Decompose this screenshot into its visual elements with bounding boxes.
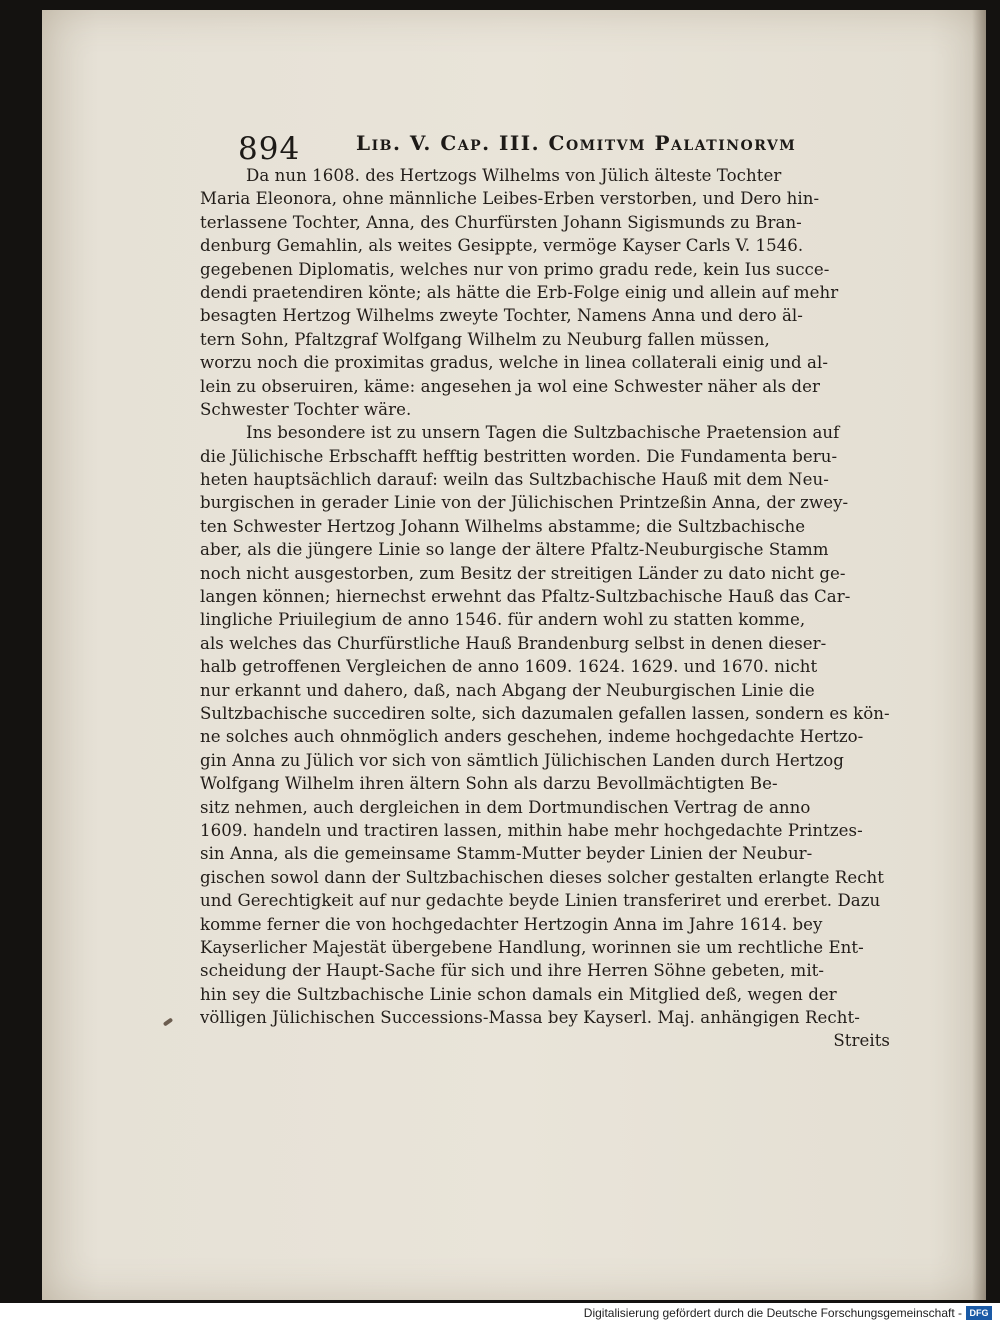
text-line: lingliche Priuilegium de anno 1546. für andern wohl zu statten komme, <box>200 610 806 630</box>
footer-bar <box>0 1303 1000 1323</box>
text-line: burgischen in gerader Linie von der Jülichischen Printzeßin Anna, der zwey- <box>200 493 849 513</box>
page-number: 894 <box>238 131 301 167</box>
text-line: terlassene Tochter, Anna, des Churfürsten Johann Sigismunds zu Bran- <box>200 212 802 232</box>
text-line: gischen sowol dann der Sultzbachischen dieses solcher gestalten erlangte Recht <box>200 867 885 887</box>
text-line: heten hauptsächlich darauf: weiln das Sultzbachische Hauß mit dem Neu- <box>200 470 829 490</box>
text-line: hin sey die Sultzbachische Linie schon damals ein Mitglied deß, wegen der <box>200 984 837 1004</box>
text-line: die Jülichische Erbschafft hefftig bestritten worden. Die Fundamenta beru- <box>200 446 838 466</box>
text-line: halb getroffenen Vergleichen de anno 1609. 1624. 1629. und 1670. nicht <box>200 657 818 677</box>
body-text <box>200 164 890 1053</box>
text-line: ten Schwester Hertzog Johann Wilhelms abstamme; die Sultzbachische <box>200 516 806 536</box>
text-line: Wolfgang Wilhelm ihren ältern Sohn als darzu Bevollmächtigten Be- <box>200 774 778 794</box>
text-line: denburg Gemahlin, als weites Gesippte, vermöge Kayser Carls V. 1546. <box>200 236 804 256</box>
text-line: besagten Hertzog Wilhelms zweyte Tochter, Namens Anna und dero äl- <box>200 306 803 326</box>
page-edge-shadow <box>972 10 986 1300</box>
text-line: gin Anna zu Jülich vor sich von sämtlich Jülichischen Landen durch Hertzog <box>200 750 844 770</box>
text-line: lein zu obseruiren, käme: angesehen ja wol eine Schwester näher als der <box>200 376 820 396</box>
text-line: Da nun 1608. des Hertzogs Wilhelms von Jülich älteste Tochter <box>246 166 782 185</box>
catchword: Streits <box>833 1031 890 1051</box>
text-line: als welches das Churfürstliche Hauß Brandenburg selbst in denen dieser- <box>200 633 827 653</box>
running-title: Lib. V. Cap. III. Comitvm Palatinorvm <box>356 131 797 155</box>
text-line: noch nicht ausgestorben, zum Besitz der streitigen Länder zu dato nicht ge- <box>200 563 846 583</box>
text-line: aber, als die jüngere Linie so lange der ältere Pfaltz-Neuburgische Stamm <box>200 540 829 560</box>
text-line: Schwester Tochter wäre. <box>200 399 412 419</box>
text-line: dendi praetendiren könte; als hätte die Erb-Folge einig und allein auf mehr <box>200 282 839 302</box>
text-line: Maria Eleonora, ohne männliche Leibes-Erben verstorben, und Dero hin- <box>200 189 820 209</box>
text-line: und Gerechtigkeit auf nur gedachte beyde Linien transferiret und ererbet. Dazu <box>200 891 881 911</box>
text-line: sitz nehmen, auch dergleichen in dem Dortmundischen Vertrag de anno <box>200 797 811 817</box>
text-line: scheidung der Haupt-Sache für sich und ihre Herren Söhne gebeten, mit- <box>200 961 825 981</box>
text-line: völligen Jülichischen Successions-Massa bey Kayserl. Maj. anhängigen Recht- <box>200 1008 860 1028</box>
text-line: Ins besondere ist zu unsern Tagen die Sultzbachische Praetension auf <box>246 423 840 443</box>
funding-credit[interactable]: Digitalisierung gefördert durch die Deutsche Forschungsgemeinschaft - <box>583 1306 962 1320</box>
text-line: langen können; hiernechst erwehnt das Pfaltz-Sultzbachische Hauß das Car- <box>200 587 851 607</box>
text-line: Kayserlicher Majestät übergebene Handlung, worinnen sie um rechtliche Ent- <box>200 937 864 957</box>
text-line: Sultzbachische succediren solte, sich dazumalen gefallen lassen, sondern es kön- <box>200 703 890 723</box>
text-line: sin Anna, als die gemeinsame Stamm-Mutter beyder Linien der Neubur- <box>200 844 813 864</box>
text-line: nur erkannt und dahero, daß, nach Abgang der Neuburgischen Linie die <box>200 680 815 700</box>
text-line: komme ferner die von hochgedachter Hertzogin Anna im Jahre 1614. bey <box>200 914 823 934</box>
text-line: worzu noch die proximitas gradus, welche in linea collaterali einig und al- <box>200 353 829 373</box>
dfg-logo-icon[interactable]: DFG <box>966 1306 992 1320</box>
text-line: tern Sohn, Pfaltzgraf Wolfgang Wilhelm zu Neuburg fallen müssen, <box>200 329 770 349</box>
text-line: ne solches auch ohnmöglich anders geschehen, indeme hochgedachte Hertzo- <box>200 727 864 747</box>
text-line: gegebenen Diplomatis, welches nur von primo gradu rede, kein Ius succe- <box>200 259 830 279</box>
text-line: 1609. handeln und tractiren lassen, mithin habe mehr hochgedachte Printzes- <box>200 820 863 840</box>
